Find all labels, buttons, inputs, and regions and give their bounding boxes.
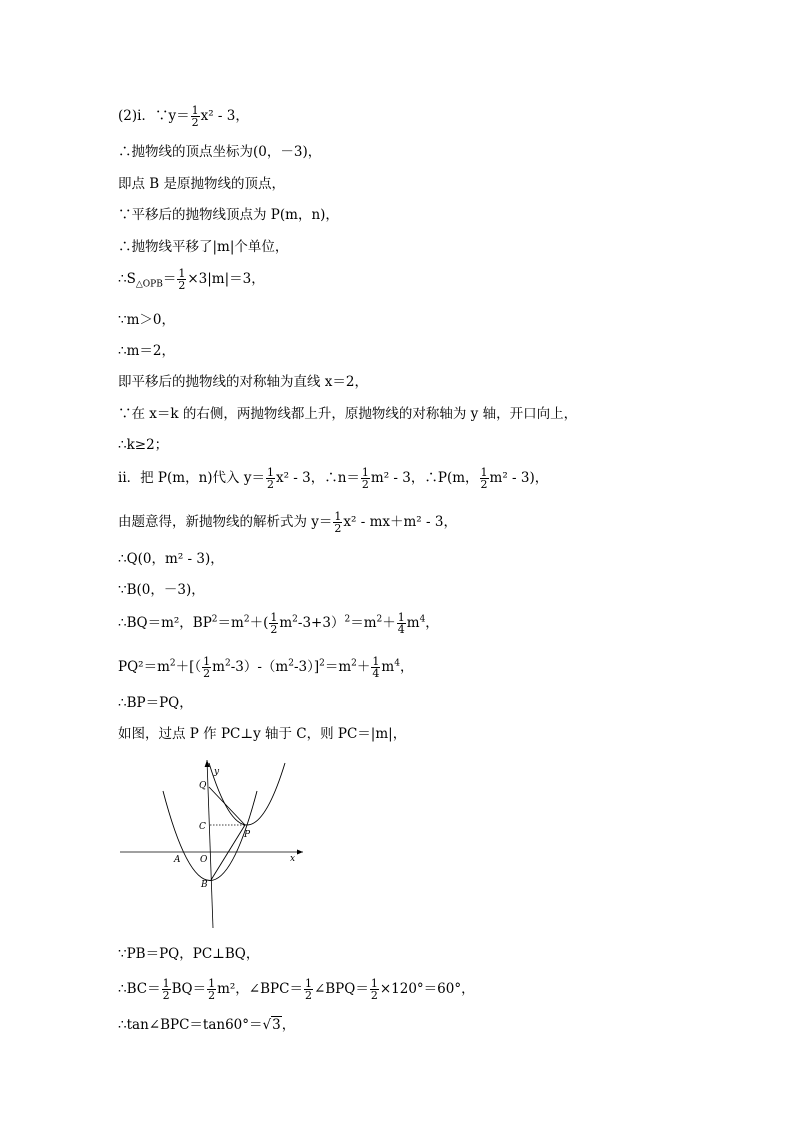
text: m (212, 659, 225, 675)
text: ＋[（ (175, 659, 202, 675)
line-5: ∴抛物线平移了|m|个单位， (118, 239, 289, 255)
numerator: 1 (191, 104, 199, 117)
numerator: 1 (480, 466, 488, 479)
fraction (269, 612, 278, 635)
superscript: 4 (394, 658, 400, 669)
fraction (177, 268, 186, 291)
line-9: 即平移后的抛物线的对称轴为直线 x＝2， (118, 374, 368, 390)
denominator: 2 (361, 478, 369, 491)
text: m²，∠BPC＝ (217, 981, 303, 997)
segment-bp (211, 825, 245, 880)
text: ＝ (162, 271, 177, 287)
superscript: 4 (419, 614, 426, 625)
text: ＋ (356, 659, 371, 675)
numerator: 1 (266, 466, 274, 479)
numerator: 1 (304, 977, 312, 990)
text: ＝m (350, 615, 377, 631)
fraction (370, 978, 379, 1001)
superscript: 2 (288, 658, 294, 669)
text: ii．把 P(m，n)代入 y＝ (118, 470, 265, 486)
shifted-parabola (209, 763, 285, 825)
superscript: 2 (351, 658, 357, 669)
text: ＋ (382, 615, 396, 631)
line-15: ∵B(0，－3)， (118, 582, 205, 598)
numerator: 1 (361, 466, 369, 479)
label-p: P (244, 830, 251, 840)
fraction (361, 467, 370, 490)
line-13 (118, 511, 457, 534)
numerator: 1 (334, 510, 342, 523)
line-22 (118, 1016, 295, 1034)
text: BQ＝ (171, 981, 207, 997)
fraction (480, 467, 489, 490)
numerator: 1 (162, 977, 170, 990)
denominator: 2 (370, 989, 378, 1002)
line-14: ∴Q(0，m² - 3)， (118, 551, 224, 567)
text: ∴tan∠BPC＝tan60°＝ (118, 1017, 263, 1033)
text: ＋( (249, 615, 269, 631)
text: ， (425, 615, 439, 631)
line-3: 即点 B 是原抛物线的顶点， (118, 176, 286, 192)
x-axis-arrow (297, 850, 303, 855)
superscript: 2 (243, 614, 250, 625)
line-20: ∵PB＝PQ，PC⊥BQ， (118, 946, 260, 962)
y-axis (207, 760, 213, 928)
numerator: 1 (372, 655, 380, 668)
line-18: ∴BP＝PQ， (118, 695, 193, 711)
text: -3+3） (297, 615, 345, 631)
line-16 (118, 612, 439, 635)
label-o: O (200, 855, 208, 865)
line-6 (118, 268, 265, 291)
text: m² - 3，∴P(m， (370, 470, 479, 486)
superscript: 2 (211, 614, 218, 625)
line-7: ∵m＞0， (118, 312, 175, 328)
line-1 (118, 105, 249, 128)
denominator: 2 (162, 989, 170, 1002)
subscript: △OPB (135, 279, 163, 290)
text: ＝m (217, 615, 244, 631)
parabola-figure (118, 758, 308, 930)
denominator: 2 (178, 279, 186, 292)
text: x² - 3，∴n＝ (275, 470, 360, 486)
label-b: B (201, 880, 208, 890)
text: ∴BQ＝m²，BP (118, 615, 212, 631)
denominator: 4 (372, 667, 380, 680)
denominator: 2 (334, 522, 342, 535)
text: x² - mx＋m² - 3， (343, 514, 457, 530)
denominator: 2 (480, 478, 488, 491)
denominator: 2 (266, 478, 274, 491)
text: ∴S (118, 271, 136, 287)
numerator: 1 (270, 611, 278, 624)
denominator: 2 (208, 989, 216, 1002)
superscript: 2 (292, 614, 298, 625)
label-q: Q (199, 781, 207, 791)
text: ∠BPQ＝ (313, 981, 369, 997)
text: m (406, 615, 420, 631)
text: ∴BC＝ (118, 981, 161, 997)
denominator: 2 (270, 623, 278, 636)
superscript: 2 (224, 658, 231, 669)
fraction (191, 105, 200, 128)
segment-qp (209, 787, 245, 825)
numerator: 1 (203, 655, 211, 668)
fraction (266, 467, 275, 490)
superscript: 2 (376, 614, 383, 625)
text: 由题意得，新抛物线的解析式为 y＝ (118, 514, 333, 530)
numerator: 1 (208, 977, 216, 990)
line-11: ∴k≥2； (118, 437, 169, 453)
line-10: ∵在 x＝k 的右侧，两抛物线都上升，原抛物线的对称轴为 y 轴，开口向上， (118, 406, 578, 422)
denominator: 4 (397, 623, 405, 636)
label-c: C (199, 822, 206, 832)
text: ×120°＝60°， (379, 981, 475, 997)
text: x² - 3， (200, 108, 249, 124)
text: m (381, 659, 395, 675)
label-x: x (290, 854, 296, 864)
superscript: 2 (169, 658, 176, 669)
text: PQ²＝m (118, 659, 170, 675)
text: ＝m (324, 659, 352, 675)
fraction (162, 978, 171, 1001)
text: m² - 3)， (489, 470, 549, 486)
line-8: ∴m＝2， (118, 343, 175, 359)
text: -3）] (293, 659, 320, 675)
text: (2)i．∵y＝ (118, 108, 190, 124)
text: m (279, 615, 293, 631)
label-y: y (214, 767, 220, 777)
numerator: 1 (178, 267, 186, 280)
square-root: √3 (262, 1017, 281, 1033)
denominator: 2 (191, 116, 199, 129)
line-4: ∵平移后的抛物线顶点为 P(m，n)， (118, 207, 339, 223)
superscript: 2 (319, 658, 325, 669)
fraction (333, 511, 342, 534)
radicand: 3 (272, 1017, 281, 1033)
line-12 (118, 467, 548, 490)
fraction (304, 978, 313, 1001)
text: -3）-（m (230, 659, 289, 675)
text: ×3|m|＝3， (187, 271, 265, 287)
superscript: 2 (344, 614, 351, 625)
text: ， (399, 659, 414, 675)
fraction (202, 656, 211, 679)
numerator: 1 (370, 977, 378, 990)
line-21 (118, 978, 475, 1001)
fraction (207, 978, 216, 1001)
denominator: 2 (304, 989, 312, 1002)
fraction (397, 612, 406, 635)
text: ， (281, 1017, 296, 1033)
denominator: 2 (203, 667, 211, 680)
line-17 (118, 656, 413, 679)
numerator: 1 (397, 611, 405, 624)
fraction (371, 656, 380, 679)
line-2: ∴抛物线的顶点坐标为(0，－3)， (118, 144, 322, 160)
line-19: 如图，过点 P 作 PC⊥y 轴于 C，则 PC＝|m|， (118, 726, 407, 742)
label-a: A (174, 855, 181, 865)
